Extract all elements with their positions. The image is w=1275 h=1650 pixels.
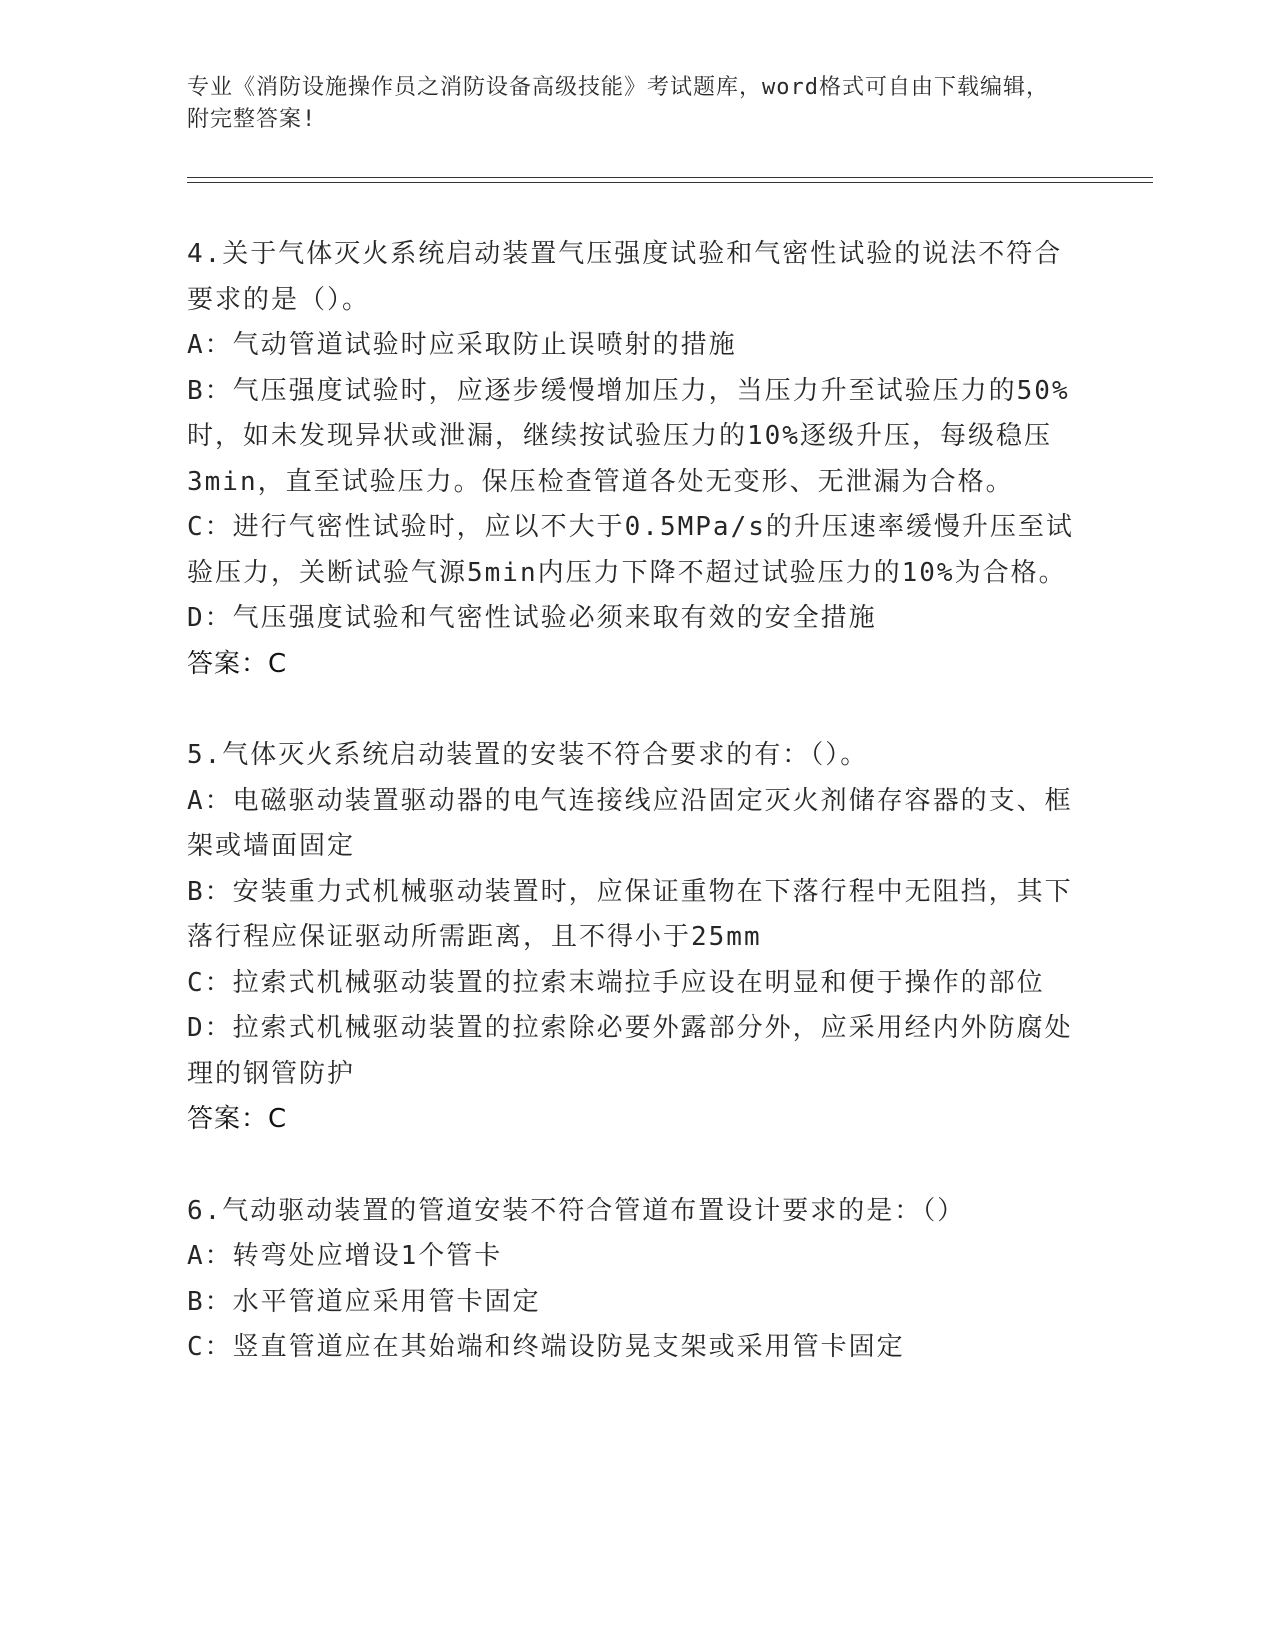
option-b: B：安装重力式机械驱动装置时，应保证重物在下落行程中无阻挡，其下落行程应保证驱动所需距离，且不得小于25mm: [187, 876, 1073, 952]
question-stem: 4.关于气体灭火系统启动装置气压强度试验和气密性试验的说法不符合要求的是（）。: [187, 239, 1063, 315]
option-a: A：气动管道试验时应采取防止误喷射的措施: [187, 330, 737, 360]
option-a: A：转弯处应增设1个管卡: [187, 1241, 503, 1271]
question-list: [187, 232, 1077, 1371]
document-header: 专业《消防设施操作员之消防设备高级技能》考试题库，word格式可自由下载编辑，附完整答案!: [187, 75, 1049, 132]
answer: 答案：C: [187, 1104, 288, 1134]
answer: 答案：C: [187, 648, 288, 679]
option-c: C：竖直管道应在其始端和终端设防晃支架或采用管卡固定: [187, 1332, 905, 1362]
option-b: B：水平管道应采用管卡固定: [187, 1286, 541, 1317]
option-b: B：气压强度试验时，应逐步缓慢增加压力，当压力升至试验压力的50%时，如未发现异状或泄漏，继续按试验压力的10%逐级升压，每级稳压3min，直至试验压力。保压检查管道各处无变形、无泄漏为合格。: [187, 375, 1070, 497]
option-d: D：气压强度试验和气密性试验必须来取有效的安全措施: [187, 603, 877, 633]
question-stem: 5.气体灭火系统启动装置的安装不符合要求的有：（）。: [187, 740, 869, 770]
option-d: D：拉索式机械驱动装置的拉索除必要外露部分外，应采用经内外防腐处理的钢管防护: [187, 1013, 1073, 1089]
question-stem: 6.气动驱动装置的管道安装不符合管道布置设计要求的是：（）: [187, 1195, 966, 1226]
question-4: [187, 232, 1077, 687]
option-c: C：进行气密性试验时，应以不大于0.5MPa/s的升压速率缓慢升压至试验压力，关断试验气源5min内压力下降不超过试验压力的10%为合格。: [187, 512, 1074, 588]
header-rule-top: [187, 177, 1153, 178]
header-rule-bottom: [187, 182, 1153, 183]
option-a: A：电磁驱动装置驱动器的电气连接线应沿固定灭火剂储存容器的支、框架或墙面固定: [187, 785, 1073, 861]
question-6: [187, 1189, 1077, 1371]
question-5: [187, 733, 1077, 1143]
option-c: C：拉索式机械驱动装置的拉索末端拉手应设在明显和便于操作的部位: [187, 967, 1045, 998]
